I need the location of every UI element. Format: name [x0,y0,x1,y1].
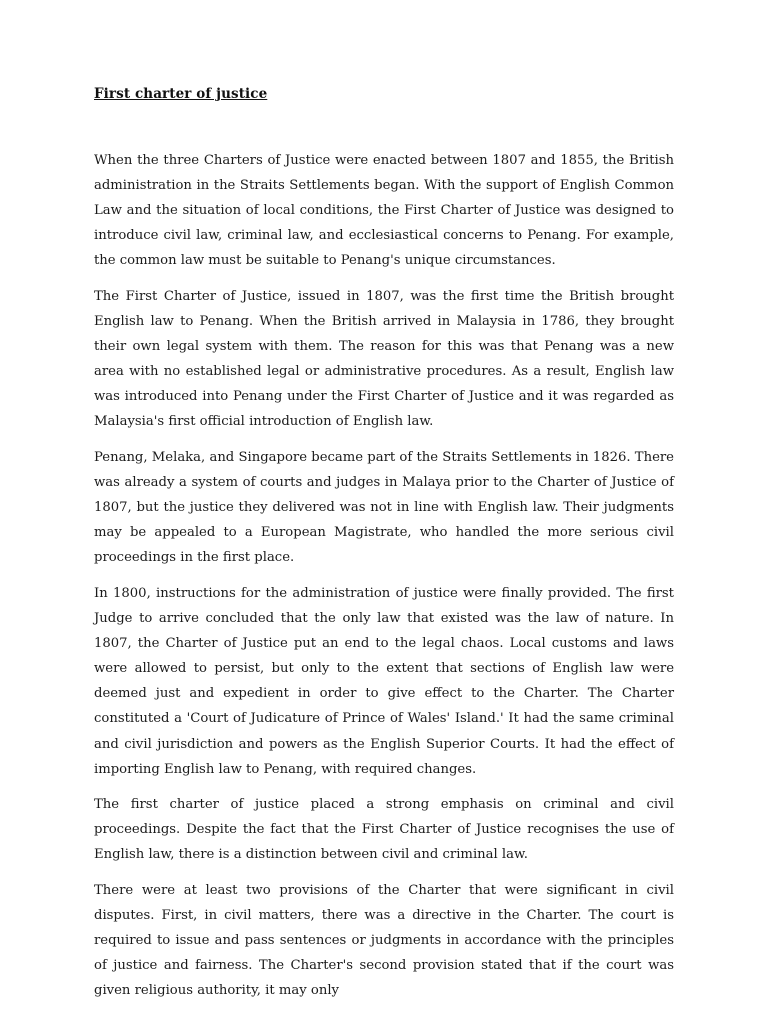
paragraph-1: When the three Charters of Justice were enacted between 1807 and 1855, the British administration in the Straits Settlements began. With the support of English Common Law and the situation of local conditions, the First Charter of Justice was designed to introduce civil law, criminal law, and ecclesiastical concerns to Penang. For example, the common law must be suitable to Penang's unique circumstances. [94,153,674,269]
paragraph-3: Penang, Melaka, and Singapore became part of the Straits Settlements in 1826. There was already a system of courts and judges in Malaya prior to the Charter of Justice of 1807, but the justice they delivered was not in line with English law. Their judgments may be appealed to a European Magistrate, who handled the more serious civil proceedings in the first place. [94,450,674,566]
paragraph-2: The First Charter of Justice, issued in 1807, was the first time the British brought English law to Penang. When the British arrived in Malaysia in 1786, they brought their own legal system with them. The reason for this was that Penang was a new area with no established legal or administrative procedures. As a result, English law was introduced into Penang under the First Charter of Justice and it was regarded as Malaysia's first official introduction of English law. [94,288,674,430]
paragraph-4: In 1800, instructions for the administration of justice were finally provided. The first Judge to arrive concluded that the only law that existed was the law of nature. In 1807, the Charter of Justice put an end to the legal chaos. Local customs and laws were allowed to persist, but only to the extent that sections of English law were deemed just and expedient in order to give effect to the Charter. The Charter constituted a 'Court of Judicature of Prince of Wales' Island.' It had the same criminal and civil jurisdiction and powers as the English Superior Courts. It had the effect of importing English law to Penang, with required changes. [94,586,674,777]
paragraph-6: There were at least two provisions of the Charter that were significant in civil disputes. First, in civil matters, there was a directive in the Charter. The court is required to issue and pass sentences or judgments in accordance with the principles of justice and fairness. The Charter's second provision stated that if the court was given religious authority, it may only [94,883,674,999]
paragraph-5: The first charter of justice placed a strong emphasis on criminal and civil proceedings. Despite the fact that the First Charter of Justice recognises the use of English law, there is a distinction between civil and criminal law. [94,797,674,863]
document-body [94,148,674,1014]
document-title: First charter of justice [94,86,268,102]
